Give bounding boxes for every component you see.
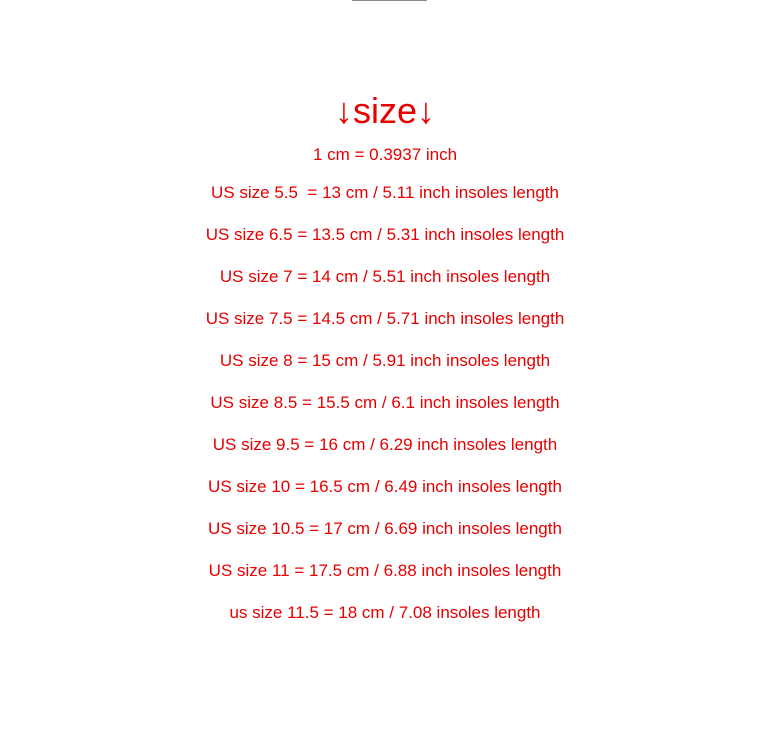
size-row: US size 6.5 = 13.5 cm / 5.31 inch insoles length (205, 225, 565, 244)
size-row: US size 7 = 14 cm / 5.51 inch insoles length (219, 267, 551, 286)
size-row: US size 8 = 15 cm / 5.91 inch insoles length (219, 351, 551, 370)
top-divider (352, 0, 427, 1)
unit-conversion-note: 1 cm = 0.3937 inch (312, 145, 458, 164)
size-row: US size 10 = 16.5 cm / 6.49 inch insoles length (208, 477, 562, 496)
size-row: US size 5.5 = 13 cm / 5.11 inch insoles length (211, 183, 559, 202)
size-row: US size 7.5 = 14.5 cm / 5.71 inch insoles length (205, 309, 565, 328)
size-row: us size 11.5 = 18 cm / 7.08 insoles length (229, 603, 541, 622)
size-chart (0, 88, 770, 624)
size-heading: ↓size↓ (334, 90, 436, 131)
size-row: US size 9.5 = 16 cm / 6.29 inch insoles length (212, 435, 558, 454)
size-list (0, 182, 770, 624)
size-row: US size 10.5 = 17 cm / 6.69 inch insoles length (208, 519, 562, 538)
size-row: US size 11 = 17.5 cm / 6.88 inch insoles length (208, 561, 562, 580)
size-row: US size 8.5 = 15.5 cm / 6.1 inch insoles length (210, 393, 560, 412)
